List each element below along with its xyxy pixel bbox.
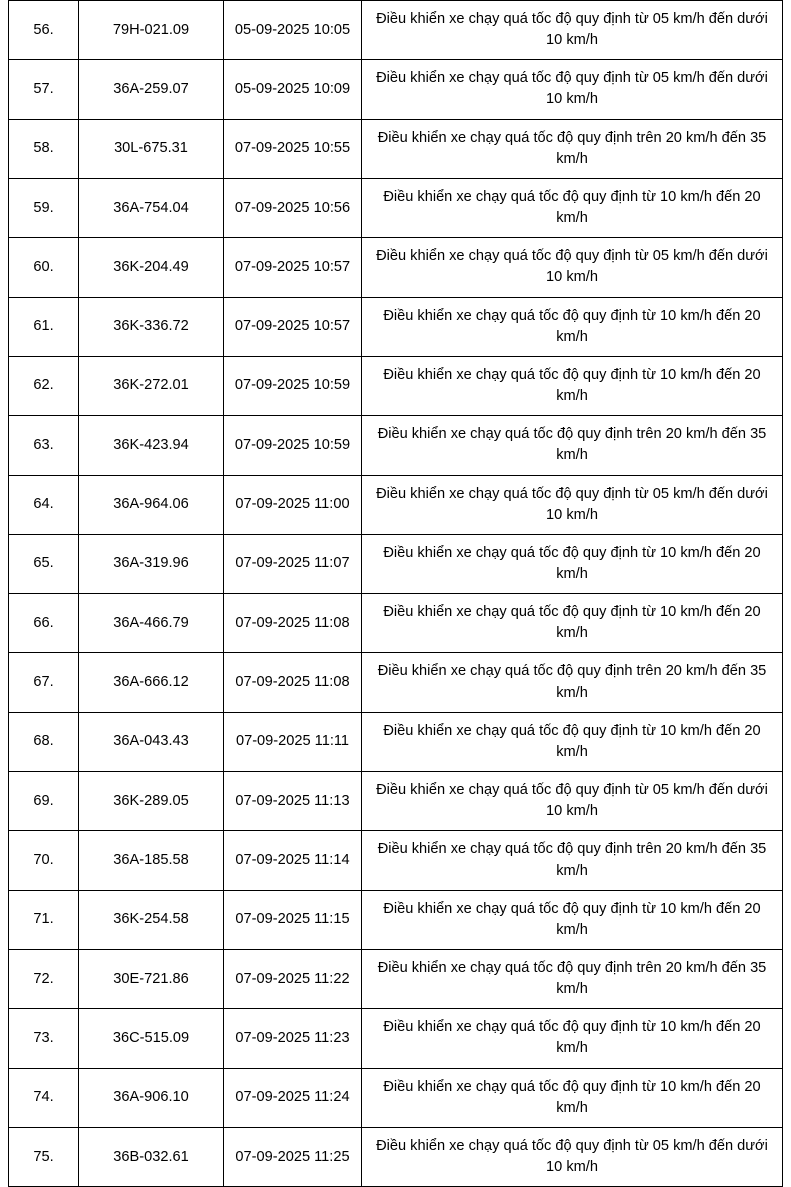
cell-plate: 36A-043.43 xyxy=(79,712,224,771)
cell-stt: 66. xyxy=(9,594,79,653)
cell-stt: 69. xyxy=(9,772,79,831)
cell-stt: 63. xyxy=(9,416,79,475)
cell-plate: 36A-185.58 xyxy=(79,831,224,890)
cell-time: 07-09-2025 11:25 xyxy=(224,1127,362,1186)
cell-stt: 60. xyxy=(9,238,79,297)
cell-plate: 36A-754.04 xyxy=(79,178,224,237)
cell-stt: 67. xyxy=(9,653,79,712)
cell-time: 05-09-2025 10:09 xyxy=(224,60,362,119)
table-row xyxy=(9,475,783,534)
cell-stt: 58. xyxy=(9,119,79,178)
cell-violation: Điều khiển xe chạy quá tốc độ quy định từ 05 km/h đến dưới 10 km/h xyxy=(362,475,783,534)
cell-violation: Điều khiển xe chạy quá tốc độ quy định trên 20 km/h đến 35 km/h xyxy=(362,950,783,1009)
cell-plate: 36A-259.07 xyxy=(79,60,224,119)
cell-violation: Điều khiển xe chạy quá tốc độ quy định từ 05 km/h đến dưới 10 km/h xyxy=(362,60,783,119)
cell-violation: Điều khiển xe chạy quá tốc độ quy định từ 05 km/h đến dưới 10 km/h xyxy=(362,772,783,831)
cell-plate: 36A-466.79 xyxy=(79,594,224,653)
cell-stt: 59. xyxy=(9,178,79,237)
cell-plate: 36A-906.10 xyxy=(79,1068,224,1127)
cell-violation: Điều khiển xe chạy quá tốc độ quy định trên 20 km/h đến 35 km/h xyxy=(362,831,783,890)
cell-plate: 79H-021.09 xyxy=(79,1,224,60)
cell-time: 07-09-2025 11:23 xyxy=(224,1009,362,1068)
violations-table xyxy=(8,0,783,1187)
cell-violation: Điều khiển xe chạy quá tốc độ quy định trên 20 km/h đến 35 km/h xyxy=(362,653,783,712)
cell-plate: 36K-204.49 xyxy=(79,238,224,297)
cell-time: 07-09-2025 10:55 xyxy=(224,119,362,178)
cell-time: 07-09-2025 11:22 xyxy=(224,950,362,1009)
cell-time: 07-09-2025 11:13 xyxy=(224,772,362,831)
cell-time: 07-09-2025 10:59 xyxy=(224,416,362,475)
cell-violation: Điều khiển xe chạy quá tốc độ quy định trên 20 km/h đến 35 km/h xyxy=(362,416,783,475)
cell-stt: 74. xyxy=(9,1068,79,1127)
cell-violation: Điều khiển xe chạy quá tốc độ quy định từ 10 km/h đến 20 km/h xyxy=(362,297,783,356)
cell-time: 07-09-2025 11:11 xyxy=(224,712,362,771)
table-row xyxy=(9,1127,783,1186)
cell-time: 07-09-2025 11:07 xyxy=(224,534,362,593)
table-row xyxy=(9,297,783,356)
table-row xyxy=(9,119,783,178)
cell-plate: 36K-254.58 xyxy=(79,890,224,949)
table-row xyxy=(9,1009,783,1068)
cell-time: 07-09-2025 11:15 xyxy=(224,890,362,949)
table-row xyxy=(9,950,783,1009)
cell-violation: Điều khiển xe chạy quá tốc độ quy định từ 05 km/h đến dưới 10 km/h xyxy=(362,1127,783,1186)
cell-time: 07-09-2025 11:08 xyxy=(224,653,362,712)
cell-stt: 57. xyxy=(9,60,79,119)
cell-time: 07-09-2025 11:08 xyxy=(224,594,362,653)
cell-time: 07-09-2025 11:00 xyxy=(224,475,362,534)
cell-plate: 36B-032.61 xyxy=(79,1127,224,1186)
cell-time: 07-09-2025 11:14 xyxy=(224,831,362,890)
cell-violation: Điều khiển xe chạy quá tốc độ quy định từ 10 km/h đến 20 km/h xyxy=(362,1009,783,1068)
cell-stt: 71. xyxy=(9,890,79,949)
table-row xyxy=(9,1,783,60)
cell-violation: Điều khiển xe chạy quá tốc độ quy định từ 05 km/h đến dưới 10 km/h xyxy=(362,238,783,297)
cell-plate: 36K-423.94 xyxy=(79,416,224,475)
cell-time: 07-09-2025 10:57 xyxy=(224,297,362,356)
table-row xyxy=(9,178,783,237)
cell-stt: 62. xyxy=(9,356,79,415)
cell-violation: Điều khiển xe chạy quá tốc độ quy định từ 10 km/h đến 20 km/h xyxy=(362,1068,783,1127)
cell-time: 07-09-2025 10:59 xyxy=(224,356,362,415)
cell-stt: 64. xyxy=(9,475,79,534)
table-row xyxy=(9,890,783,949)
cell-plate: 36A-964.06 xyxy=(79,475,224,534)
cell-violation: Điều khiển xe chạy quá tốc độ quy định từ 10 km/h đến 20 km/h xyxy=(362,534,783,593)
cell-stt: 61. xyxy=(9,297,79,356)
cell-plate: 30E-721.86 xyxy=(79,950,224,1009)
cell-stt: 73. xyxy=(9,1009,79,1068)
table-row xyxy=(9,356,783,415)
cell-stt: 68. xyxy=(9,712,79,771)
cell-plate: 36C-515.09 xyxy=(79,1009,224,1068)
cell-time: 05-09-2025 10:05 xyxy=(224,1,362,60)
cell-violation: Điều khiển xe chạy quá tốc độ quy định từ 10 km/h đến 20 km/h xyxy=(362,594,783,653)
table-row xyxy=(9,594,783,653)
table-row xyxy=(9,653,783,712)
cell-violation: Điều khiển xe chạy quá tốc độ quy định từ 10 km/h đến 20 km/h xyxy=(362,890,783,949)
table-row xyxy=(9,416,783,475)
cell-plate: 36A-666.12 xyxy=(79,653,224,712)
table-row xyxy=(9,772,783,831)
cell-violation: Điều khiển xe chạy quá tốc độ quy định từ 10 km/h đến 20 km/h xyxy=(362,712,783,771)
cell-plate: 36K-336.72 xyxy=(79,297,224,356)
cell-stt: 75. xyxy=(9,1127,79,1186)
cell-plate: 36A-319.96 xyxy=(79,534,224,593)
cell-plate: 36K-289.05 xyxy=(79,772,224,831)
table-row xyxy=(9,60,783,119)
cell-stt: 56. xyxy=(9,1,79,60)
table-row xyxy=(9,238,783,297)
cell-stt: 72. xyxy=(9,950,79,1009)
table-row xyxy=(9,1068,783,1127)
violations-table-body xyxy=(9,1,783,1187)
cell-time: 07-09-2025 11:24 xyxy=(224,1068,362,1127)
cell-violation: Điều khiển xe chạy quá tốc độ quy định từ 05 km/h đến dưới 10 km/h xyxy=(362,1,783,60)
cell-violation: Điều khiển xe chạy quá tốc độ quy định từ 10 km/h đến 20 km/h xyxy=(362,178,783,237)
cell-plate: 30L-675.31 xyxy=(79,119,224,178)
cell-time: 07-09-2025 10:56 xyxy=(224,178,362,237)
table-row xyxy=(9,831,783,890)
cell-stt: 70. xyxy=(9,831,79,890)
cell-plate: 36K-272.01 xyxy=(79,356,224,415)
table-row xyxy=(9,712,783,771)
table-row xyxy=(9,534,783,593)
cell-violation: Điều khiển xe chạy quá tốc độ quy định trên 20 km/h đến 35 km/h xyxy=(362,119,783,178)
cell-stt: 65. xyxy=(9,534,79,593)
cell-time: 07-09-2025 10:57 xyxy=(224,238,362,297)
cell-violation: Điều khiển xe chạy quá tốc độ quy định từ 10 km/h đến 20 km/h xyxy=(362,356,783,415)
